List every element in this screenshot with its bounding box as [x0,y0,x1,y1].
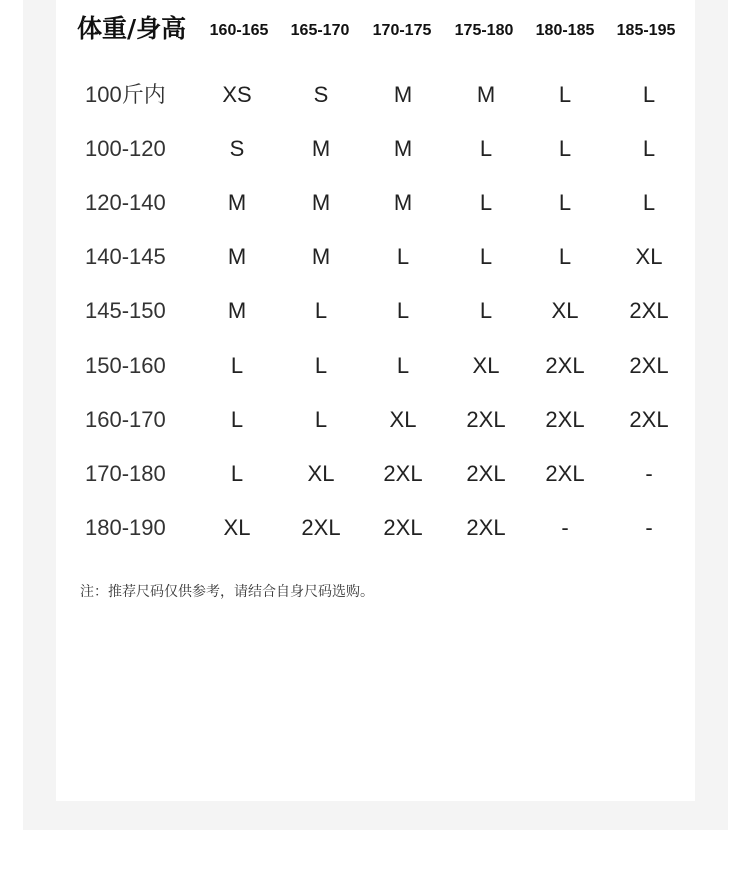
size-cell: M [393,136,413,161]
row-label-weight: 120-140 [85,190,166,215]
size-cell: L [230,407,244,432]
size-cell: M [393,190,413,215]
row-label-weight: 145-150 [85,298,166,323]
size-cell: L [558,136,572,161]
size-cell: 2XL [629,353,669,378]
size-cell: L [396,244,410,269]
size-cell: XL [223,515,251,540]
size-cell: 2XL [466,407,506,432]
row-label-weight: 150-160 [85,353,166,378]
size-cell: M [227,298,247,323]
size-cell: 2XL [466,461,506,486]
size-cell: L [642,190,656,215]
size-cell: M [311,190,331,215]
column-header-height: 180-185 [535,22,595,39]
size-cell: L [314,353,328,378]
size-cell: L [642,136,656,161]
size-cell: XL [635,244,663,269]
size-cell: M [393,82,413,107]
row-label-weight: 180-190 [85,515,166,540]
size-cell: L [558,190,572,215]
size-chart-card [56,0,695,801]
size-cell: M [227,244,247,269]
column-header-height: 170-175 [372,22,432,39]
size-cell: 2XL [383,515,423,540]
size-cell: 2XL [545,461,585,486]
size-cell: L [479,298,493,323]
size-cell: L [479,136,493,161]
column-header-height: 165-170 [290,22,350,39]
size-cell: L [479,190,493,215]
row-label-weight: 100-120 [85,136,166,161]
size-cell: L [642,82,656,107]
table-corner-title: 体重/身高 [77,14,187,43]
size-note: 注：推荐尺码仅供参考，请结合自身尺码选购。 [80,584,374,600]
size-cell: 2XL [629,298,669,323]
row-label-weight: 100斤内 [85,82,166,107]
size-cell: 2XL [545,353,585,378]
size-cell: 2XL [301,515,341,540]
size-cell: 2XL [383,461,423,486]
size-cell: M [311,244,331,269]
column-header-height: 160-165 [209,22,269,39]
size-cell: XL [472,353,500,378]
size-cell: S [313,82,329,107]
size-cell: - [645,461,653,486]
size-cell: 2XL [466,515,506,540]
size-cell: L [396,353,410,378]
size-cell: M [476,82,496,107]
size-cell: L [479,244,493,269]
size-cell: L [230,353,244,378]
size-cell: L [558,244,572,269]
column-header-height: 175-180 [454,22,514,39]
size-cell: M [227,190,247,215]
size-cell: XL [389,407,417,432]
size-cell: L [558,82,572,107]
size-cell: L [396,298,410,323]
size-cell: S [229,136,245,161]
size-cell: - [645,515,653,540]
size-cell: XS [222,82,252,107]
size-cell: L [314,407,328,432]
size-cell: L [314,298,328,323]
row-label-weight: 170-180 [85,461,166,486]
size-cell: M [311,136,331,161]
size-cell: 2XL [545,407,585,432]
row-label-weight: 140-145 [85,244,166,269]
size-cell: XL [551,298,579,323]
column-header-height: 185-195 [616,22,676,39]
size-cell: L [230,461,244,486]
size-cell: 2XL [629,407,669,432]
row-label-weight: 160-170 [85,407,166,432]
size-cell: XL [307,461,335,486]
size-cell: - [561,515,569,540]
